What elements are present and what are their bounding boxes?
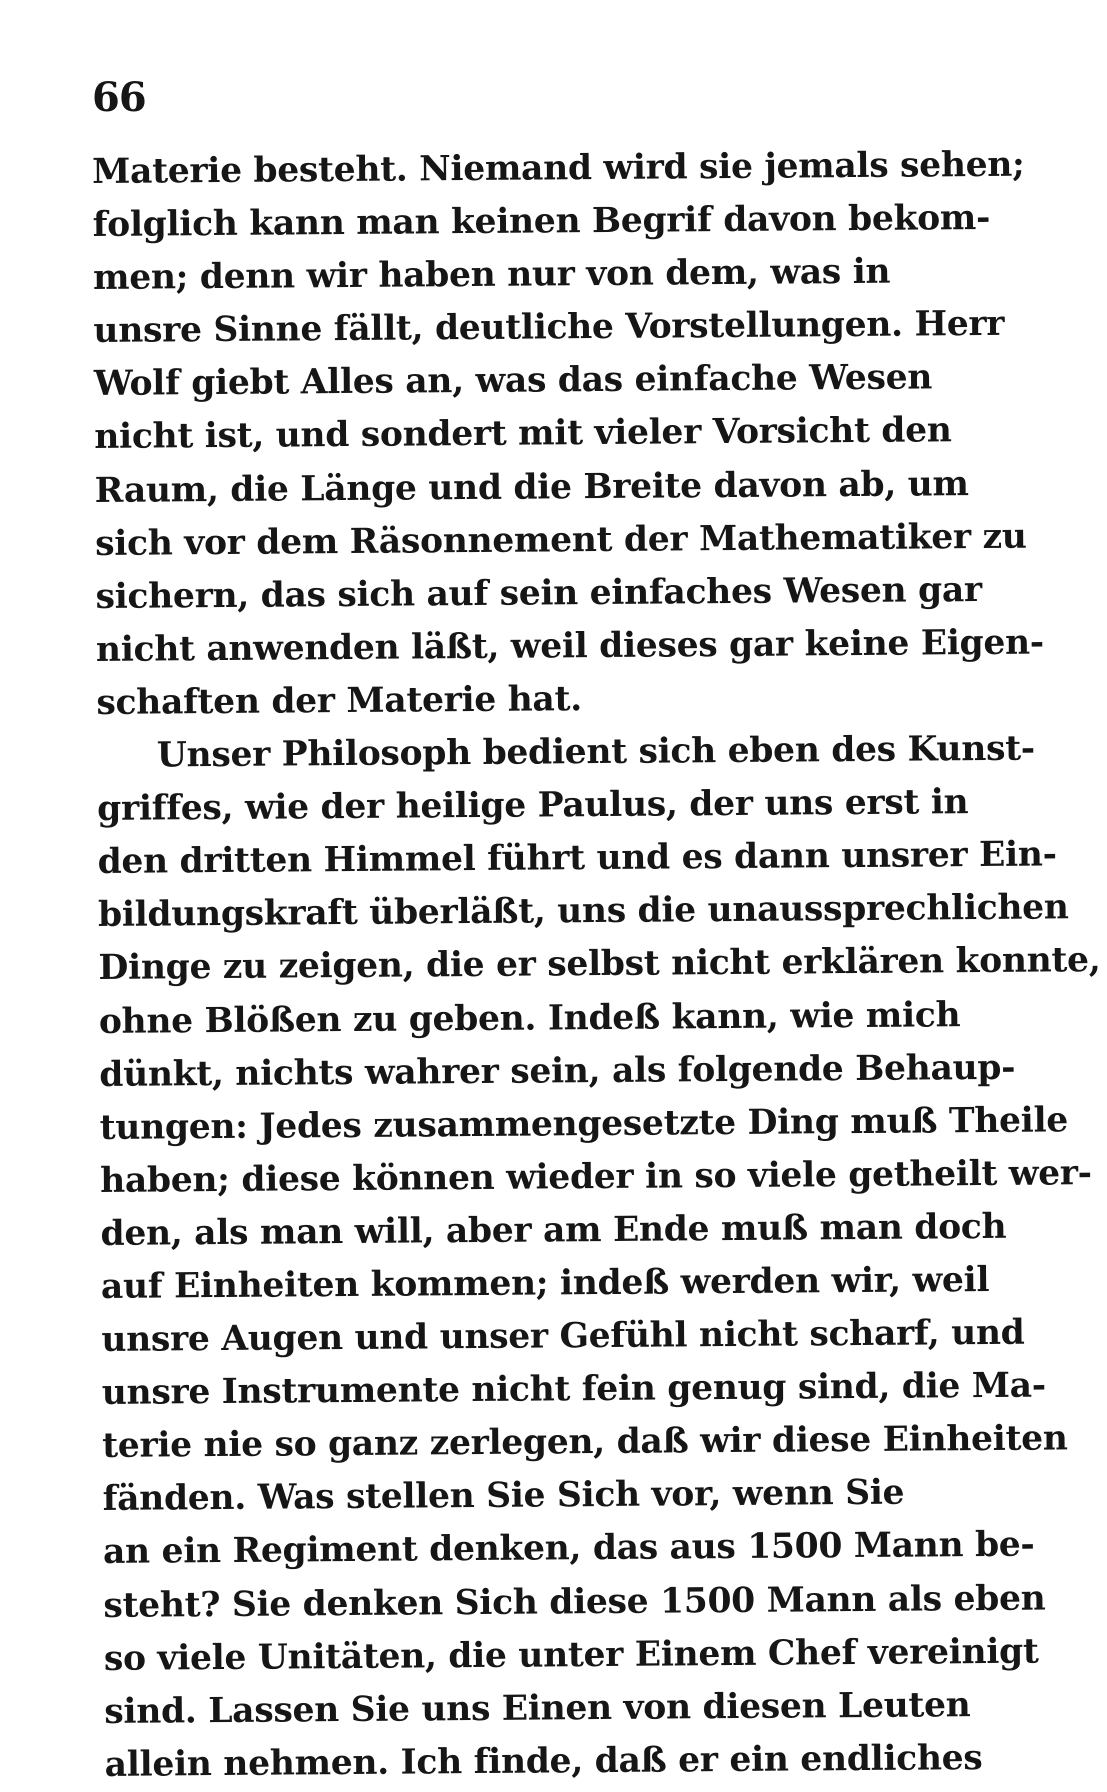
body-text <box>92 140 1101 1792</box>
page-number: 66 <box>92 74 146 121</box>
text-line-11: schaften der Materie hat. <box>96 679 583 723</box>
text-line-21: den, als man will, aber am Ende muß man doch <box>100 1206 1007 1254</box>
text-line-16: Dinge zu zeigen, die er selbst nicht erklären konnte, <box>98 940 1101 989</box>
text-line-8: sich vor dem Räsonnement der Mathematiker zu <box>94 516 1027 564</box>
text-line-15: bildungskraft überläßt, uns die unaussprechlichen <box>97 887 1069 936</box>
text-line-30: sind. Lassen Sie uns Einen von diesen Leuten <box>104 1684 971 1732</box>
text-line-20: haben; diese können wieder in so viele getheilt wer- <box>99 1152 1092 1201</box>
text-line-1: Materie besteht. Niemand wird sie jemals sehen; <box>92 144 1025 192</box>
text-line-29: so viele Unitäten, die unter Einem Chef vereinigt <box>103 1631 1039 1679</box>
text-line-2: folglich kann man keinen Begrif davon bekom- <box>92 198 991 246</box>
text-line-9: sichern, das sich auf sein einfaches Wesen gar <box>95 569 982 617</box>
text-line-24: unsre Instrumente nicht fein genug sind, die Ma- <box>101 1365 1046 1414</box>
text-line-5: Wolf giebt Alles an, was das einfache Wesen <box>93 357 933 405</box>
text-line-19: tungen: Jedes zusammengesetzte Ding muß Theile <box>99 1100 1069 1148</box>
text-line-7: Raum, die Länge und die Breite davon ab, um <box>94 463 969 511</box>
text-line-6: nicht ist, und sondert mit vieler Vorsicht den <box>94 410 952 458</box>
text-line-12: Unser Philosoph bedient sich eben des Kunst- <box>156 728 1035 776</box>
text-line-18: dünkt, nichts wahrer sein, als folgende Behaup- <box>99 1047 1016 1095</box>
text-line-25: terie nie so ganz zerlegen, daß wir diese Einheiten <box>102 1418 1068 1467</box>
text-line-26: fänden. Was stellen Sie Sich vor, wenn Sie <box>102 1473 905 1520</box>
text-line-27: an ein Regiment denken, das aus 1500 Mann be- <box>102 1525 1035 1573</box>
text-line-22: auf Einheiten kommen; indeß werden wir, weil <box>100 1259 990 1307</box>
text-line-31: allein nehmen. Ich finde, daß er ein endliches <box>104 1737 983 1785</box>
text-line-28: steht? Sie denken Sich diese 1500 Mann als eben <box>103 1578 1046 1626</box>
text-line-14: den dritten Himmel führt und es dann unsrer Ein- <box>97 834 1057 883</box>
text-line-13: griffes, wie der heilige Paulus, der uns erst in <box>97 782 969 830</box>
text-line-23: unsre Augen und unser Gefühl nicht scharf, und <box>101 1312 1025 1361</box>
text-line-4: unsre Sinne fällt, deutliche Vorstellungen. Herr <box>93 304 1005 352</box>
text-line-3: men; denn wir haben nur von dem, was in <box>92 251 891 299</box>
text-line-10: nicht anwenden läßt, weil dieses gar keine Eigen- <box>95 622 1044 670</box>
text-line-17: ohne Blößen zu geben. Indeß kann, wie mich <box>98 994 961 1042</box>
